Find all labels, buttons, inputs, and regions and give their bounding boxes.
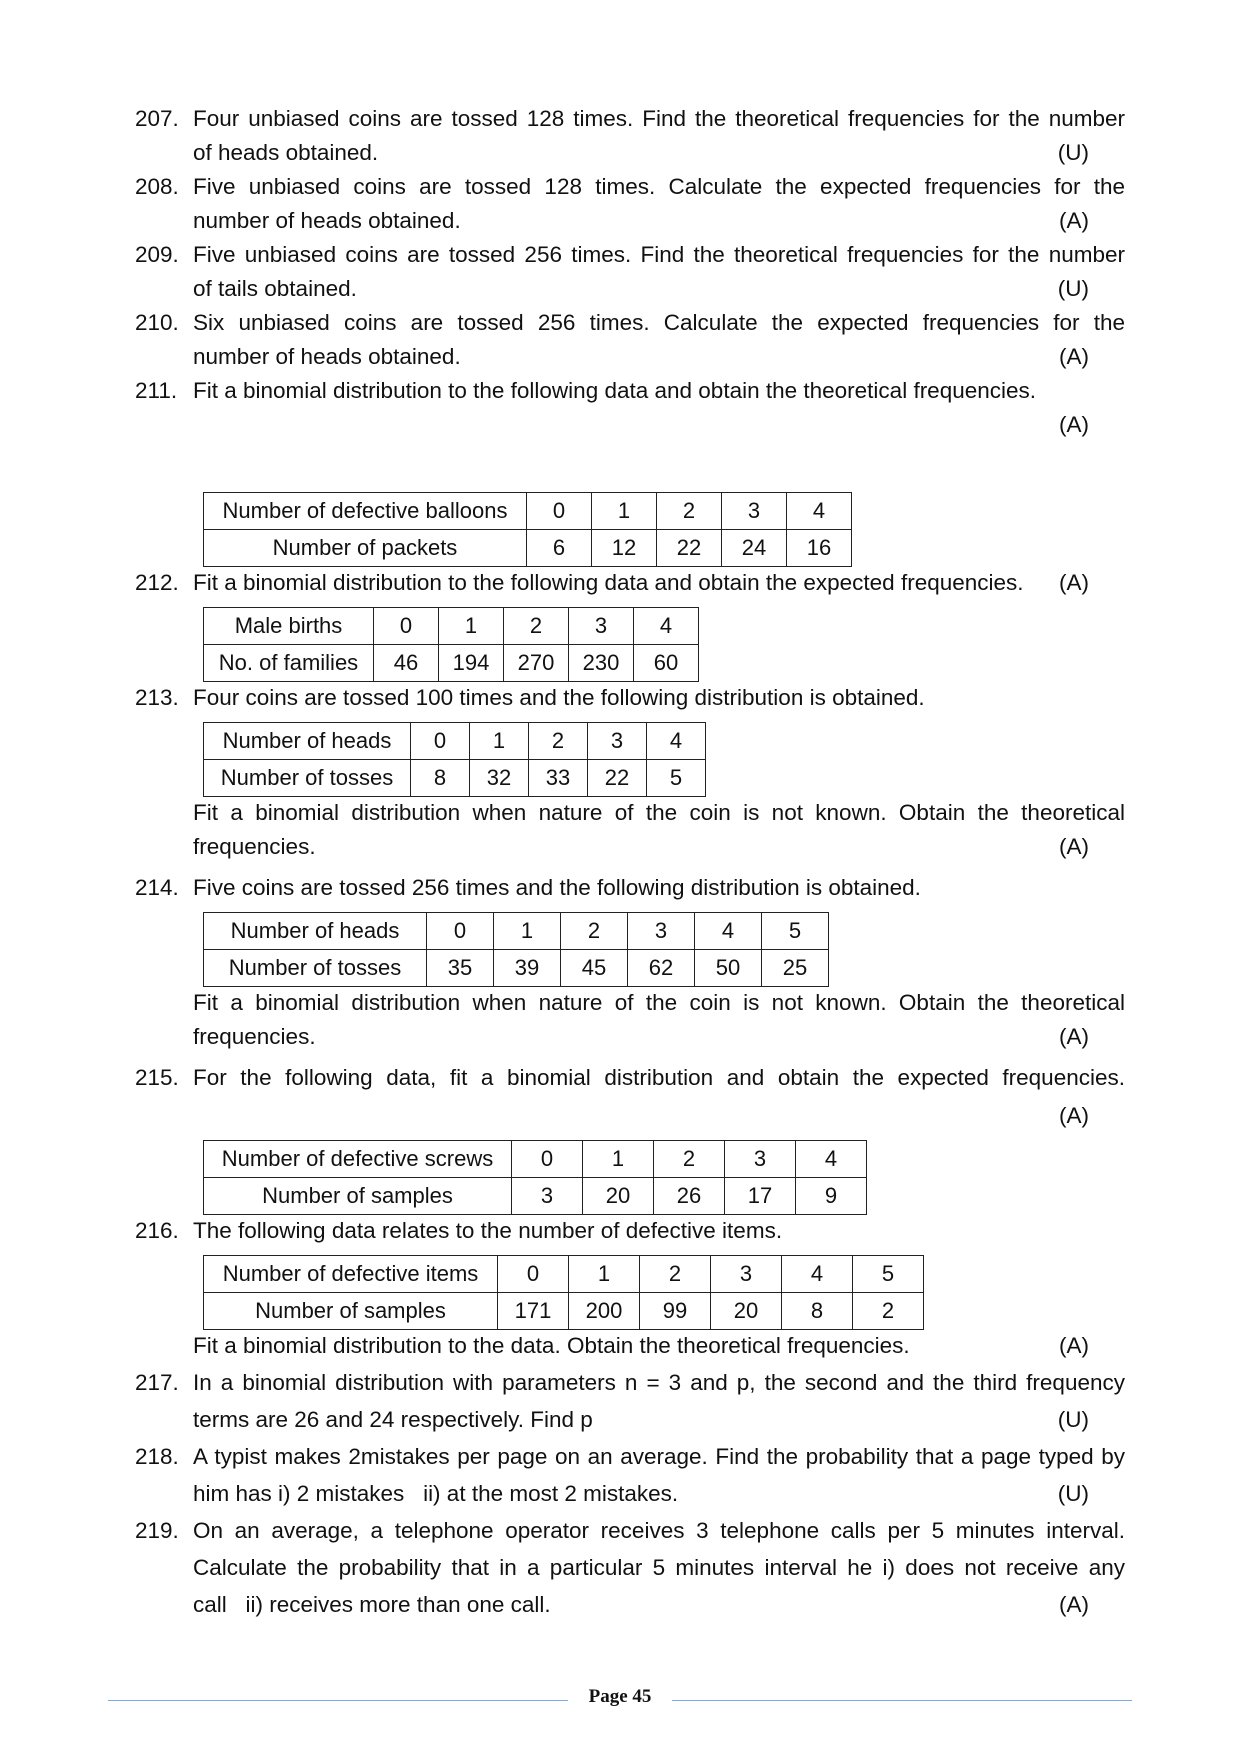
- table-cell: Number of defective items: [204, 1256, 498, 1293]
- table-cell: 1: [583, 1141, 654, 1178]
- question-text: The following data relates to the number of defective items.: [193, 1218, 783, 1243]
- table-cell: 2: [640, 1256, 711, 1293]
- question-text: number of heads obtained.: [193, 344, 461, 369]
- question-text: frequencies.: [193, 1024, 316, 1049]
- table-cell: Number of defective screws: [204, 1141, 512, 1178]
- table-cell: 6: [527, 530, 592, 567]
- table-cell: 0: [427, 913, 494, 950]
- table-cell: Number of defective balloons: [204, 493, 527, 530]
- table-cell: 0: [411, 723, 470, 760]
- difficulty-tag: (A): [1059, 1333, 1089, 1358]
- table-cell: 200: [569, 1293, 640, 1330]
- table-cell: 1: [592, 493, 657, 530]
- table-cell: 3: [722, 493, 787, 530]
- table-row: [204, 608, 699, 645]
- table-cell: 4: [787, 493, 852, 530]
- table-cell: 39: [494, 950, 561, 987]
- table-cell: 2: [657, 493, 722, 530]
- question-number: 208.: [135, 174, 179, 199]
- question-text: him has i) 2 mistakes ii) at the most 2 mistakes.: [193, 1481, 679, 1506]
- table-row: [204, 645, 699, 682]
- difficulty-tag: (A): [1059, 1024, 1089, 1049]
- table-cell: 3: [725, 1141, 796, 1178]
- table-cell: 4: [647, 723, 706, 760]
- question-number: 207.: [135, 106, 179, 131]
- question-text: number of heads obtained.: [193, 208, 461, 233]
- question-number: 210.: [135, 310, 179, 335]
- table-cell: 22: [657, 530, 722, 567]
- data-table-211: [203, 492, 852, 567]
- question-text: For the following data, fit a binomial distribution and obtain the expected frequencies.: [193, 1065, 1125, 1090]
- question-number: 215.: [135, 1065, 179, 1090]
- difficulty-tag: (A): [1059, 1103, 1089, 1128]
- question-text: On an average, a telephone operator receives 3 telephone calls per 5 minutes interval.: [193, 1518, 1125, 1543]
- table-cell: Male births: [204, 608, 374, 645]
- table-cell: 2: [654, 1141, 725, 1178]
- table-cell: 3: [588, 723, 647, 760]
- table-cell: 46: [374, 645, 439, 682]
- difficulty-tag: (A): [1059, 834, 1089, 859]
- table-cell: Number of tosses: [204, 950, 427, 987]
- table-cell: 16: [787, 530, 852, 567]
- question-number: 213.: [135, 685, 179, 710]
- data-table-214: [203, 912, 829, 987]
- table-cell: 99: [640, 1293, 711, 1330]
- table-cell: Number of heads: [204, 723, 411, 760]
- question-number: 214.: [135, 875, 179, 900]
- table-cell: 0: [374, 608, 439, 645]
- question-text: Five unbiased coins are tossed 256 times. Find the theoretical frequencies for the number: [193, 242, 1125, 267]
- table-cell: 32: [470, 760, 529, 797]
- question-text: Five unbiased coins are tossed 128 times. Calculate the expected frequencies for the: [193, 174, 1125, 199]
- data-table-212: [203, 607, 699, 682]
- question-text: Fit a binomial distribution when nature of the coin is not known. Obtain the theoretical: [193, 800, 1125, 825]
- table-cell: 8: [782, 1293, 853, 1330]
- question-number: 212.: [135, 570, 179, 595]
- table-cell: 2: [504, 608, 569, 645]
- question-number: 216.: [135, 1218, 179, 1243]
- table-cell: Number of heads: [204, 913, 427, 950]
- table-cell: 26: [654, 1178, 725, 1215]
- table-cell: 12: [592, 530, 657, 567]
- table-cell: 3: [628, 913, 695, 950]
- table-cell: 3: [512, 1178, 583, 1215]
- table-cell: 17: [725, 1178, 796, 1215]
- table-cell: 8: [411, 760, 470, 797]
- table-row: [204, 493, 852, 530]
- data-table-216: [203, 1255, 924, 1330]
- table-cell: 50: [695, 950, 762, 987]
- table-cell: 60: [634, 645, 699, 682]
- table-cell: 1: [439, 608, 504, 645]
- table-cell: 4: [695, 913, 762, 950]
- question-text: Four coins are tossed 100 times and the following distribution is obtained.: [193, 685, 925, 710]
- table-cell: 230: [569, 645, 634, 682]
- difficulty-tag: (A): [1059, 344, 1089, 369]
- question-number: 217.: [135, 1370, 179, 1395]
- table-cell: 3: [569, 608, 634, 645]
- table-cell: 4: [782, 1256, 853, 1293]
- difficulty-tag: (U): [1057, 1407, 1089, 1432]
- table-cell: Number of samples: [204, 1293, 498, 1330]
- table-cell: 5: [762, 913, 829, 950]
- page-number: Page 45: [588, 1686, 652, 1707]
- question-number: 211.: [135, 378, 178, 403]
- question-text: Fit a binomial distribution to the following data and obtain the theoretical frequencies.: [193, 378, 1037, 403]
- question-text: In a binomial distribution with parameters n = 3 and p, the second and the third frequency: [193, 1370, 1125, 1395]
- question-text: Calculate the probability that in a particular 5 minutes interval he i) does not receive any: [193, 1555, 1125, 1580]
- table-row: [204, 913, 829, 950]
- table-cell: 171: [498, 1293, 569, 1330]
- question-text: Four unbiased coins are tossed 128 times. Find the theoretical frequencies for the number: [193, 106, 1125, 131]
- question-text: Fit a binomial distribution to the data. Obtain the theoretical frequencies.: [193, 1333, 910, 1358]
- table-cell: 24: [722, 530, 787, 567]
- table-cell: 2: [561, 913, 628, 950]
- footer-rule-right: [672, 1700, 1132, 1701]
- table-cell: 20: [711, 1293, 782, 1330]
- table-cell: 0: [512, 1141, 583, 1178]
- table-cell: 2: [853, 1293, 924, 1330]
- table-cell: Number of packets: [204, 530, 527, 567]
- table-cell: 25: [762, 950, 829, 987]
- difficulty-tag: (A): [1059, 570, 1089, 595]
- table-cell: 1: [470, 723, 529, 760]
- table-cell: Number of samples: [204, 1178, 512, 1215]
- difficulty-tag: (A): [1059, 208, 1089, 233]
- question-number: 219.: [135, 1518, 179, 1543]
- table-row: [204, 1256, 924, 1293]
- table-cell: 5: [647, 760, 706, 797]
- table-cell: 3: [711, 1256, 782, 1293]
- table-row: [204, 760, 706, 797]
- question-text: A typist makes 2mistakes per page on an average. Find the probability that a page typed by: [193, 1444, 1125, 1469]
- table-row: [204, 1141, 867, 1178]
- table-cell: 9: [796, 1178, 867, 1215]
- difficulty-tag: (A): [1059, 1592, 1089, 1617]
- table-cell: 2: [529, 723, 588, 760]
- table-row: [204, 1178, 867, 1215]
- question-text: call ii) receives more than one call.: [193, 1592, 551, 1617]
- footer-rule-left: [108, 1700, 568, 1701]
- question-text: Fit a binomial distribution to the following data and obtain the expected frequencies.: [193, 570, 1024, 595]
- data-table-213: [203, 722, 706, 797]
- question-text: of tails obtained.: [193, 276, 357, 301]
- question-text: Fit a binomial distribution when nature of the coin is not known. Obtain the theoretical: [193, 990, 1125, 1015]
- question-text: of heads obtained.: [193, 140, 379, 165]
- difficulty-tag: (U): [1057, 140, 1089, 165]
- table-cell: 270: [504, 645, 569, 682]
- question-text: Six unbiased coins are tossed 256 times. Calculate the expected frequencies for the: [193, 310, 1125, 335]
- table-cell: 1: [569, 1256, 640, 1293]
- question-text: terms are 26 and 24 respectively. Find p: [193, 1407, 593, 1432]
- question-number: 218.: [135, 1444, 179, 1469]
- table-cell: 4: [796, 1141, 867, 1178]
- question-text: Five coins are tossed 256 times and the following distribution is obtained.: [193, 875, 921, 900]
- data-table-215: [203, 1140, 867, 1215]
- table-cell: 0: [527, 493, 592, 530]
- difficulty-tag: (U): [1057, 1481, 1089, 1506]
- table-cell: 194: [439, 645, 504, 682]
- table-cell: 1: [494, 913, 561, 950]
- table-row: [204, 723, 706, 760]
- difficulty-tag: (U): [1057, 276, 1089, 301]
- table-cell: 45: [561, 950, 628, 987]
- table-row: [204, 530, 852, 567]
- table-cell: 35: [427, 950, 494, 987]
- table-cell: 20: [583, 1178, 654, 1215]
- table-cell: 4: [634, 608, 699, 645]
- table-cell: 22: [588, 760, 647, 797]
- table-cell: Number of tosses: [204, 760, 411, 797]
- table-row: [204, 1293, 924, 1330]
- question-text: frequencies.: [193, 834, 316, 859]
- table-cell: 62: [628, 950, 695, 987]
- table-cell: No. of families: [204, 645, 374, 682]
- difficulty-tag: (A): [1059, 412, 1089, 437]
- question-number: 209.: [135, 242, 179, 267]
- table-cell: 5: [853, 1256, 924, 1293]
- table-cell: 33: [529, 760, 588, 797]
- table-row: [204, 950, 829, 987]
- table-cell: 0: [498, 1256, 569, 1293]
